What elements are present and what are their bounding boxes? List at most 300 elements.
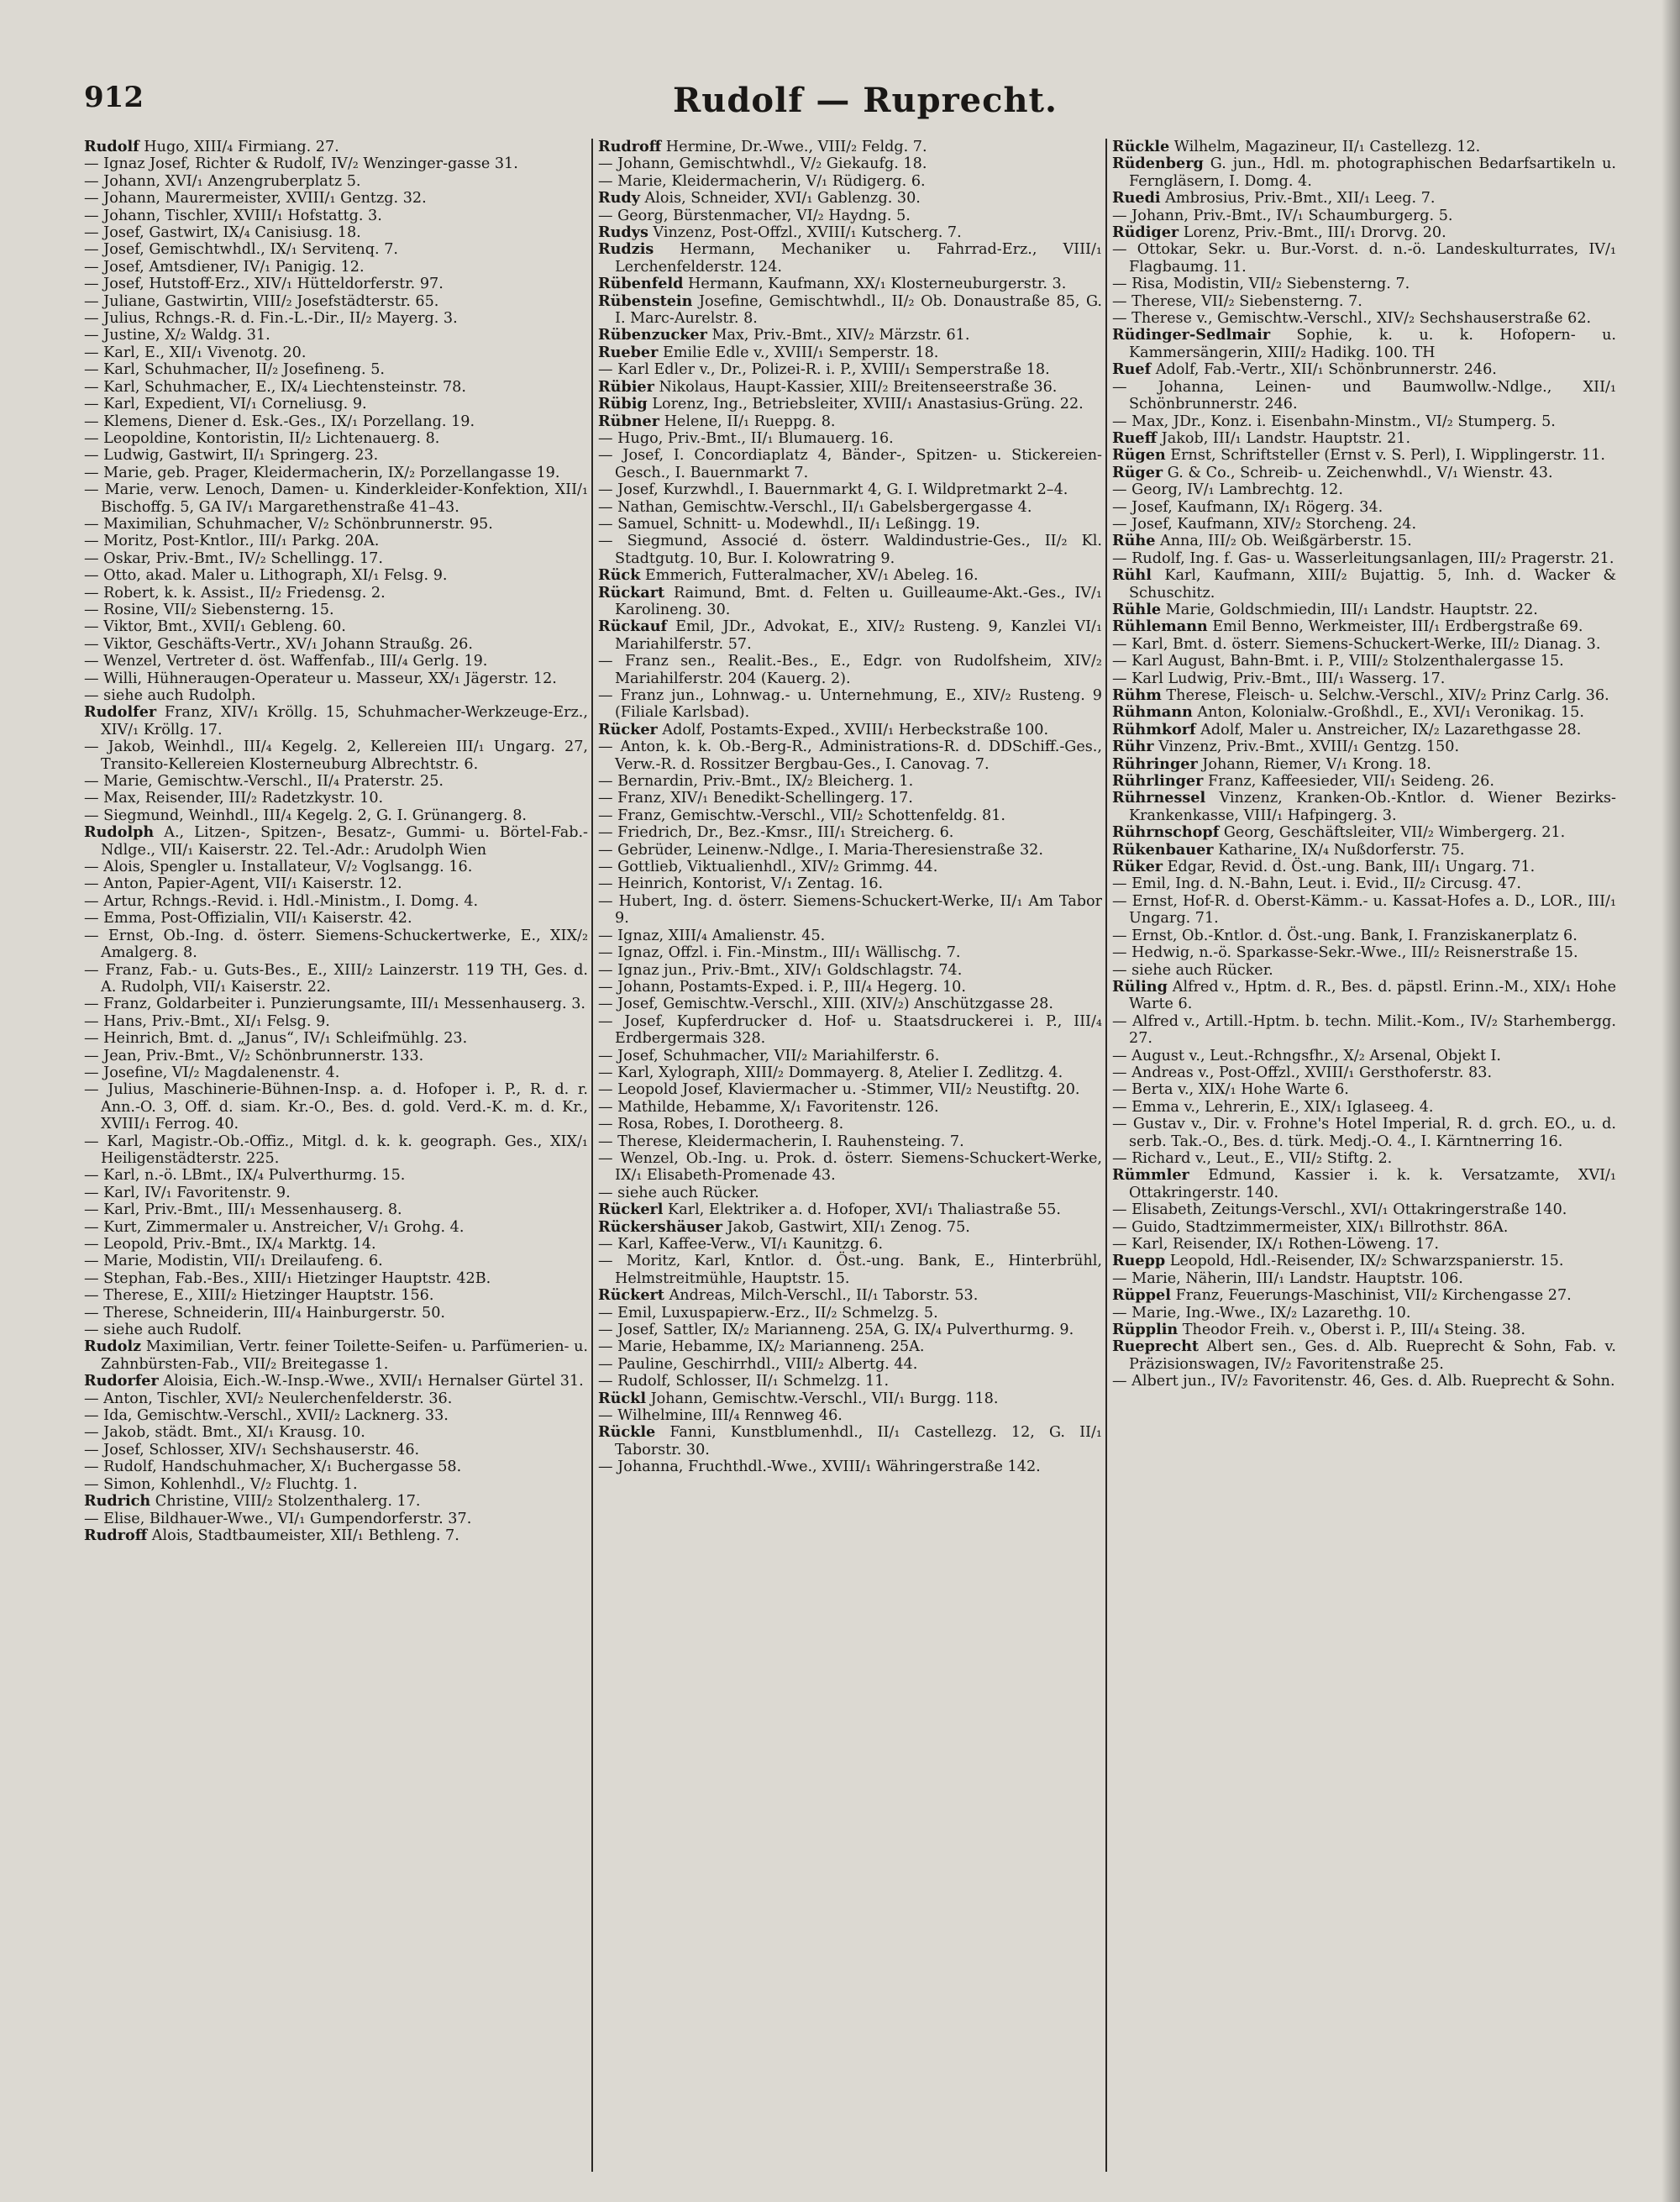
entry-text: — Jean, Priv.-Bmt., V/₂ Schönbrunnerstr. 133. bbox=[84, 1047, 424, 1064]
directory-entry bbox=[84, 1511, 588, 1527]
entry-surname: Rübner bbox=[598, 412, 659, 430]
directory-entry bbox=[598, 585, 1102, 619]
directory-entry bbox=[84, 173, 588, 190]
entry-text: Georg, Geschäftsleiter, VII/₂ Wimbergerg. 21. bbox=[1219, 824, 1566, 842]
entry-text: — Stephan, Fab.-Bes., XIII/₁ Hietzinger Hauptstr. 42B. bbox=[84, 1269, 491, 1287]
directory-entry bbox=[598, 1253, 1102, 1287]
entry-text: — Emma v., Lehrerin, E., XIX/₁ Iglaseeg. 4. bbox=[1112, 1098, 1434, 1116]
entry-surname: Rührnschopf bbox=[1112, 823, 1220, 842]
directory-entry bbox=[1112, 413, 1616, 430]
column-2 bbox=[598, 139, 1102, 2172]
entry-text: Lorenz, Priv.-Bmt., III/₁ Drorvg. 20. bbox=[1179, 224, 1446, 242]
directory-entry bbox=[598, 413, 1102, 430]
directory-entry bbox=[1112, 687, 1616, 704]
entry-text: — Georg, Bürstenmacher, VI/₂ Haydng. 5. bbox=[598, 207, 911, 224]
entry-text: — Ignaz, Offzl. i. Fin.-Minstm., III/₁ Wällischg. 7. bbox=[598, 944, 961, 962]
entry-text: — Josef, Kaufmann, IX/₁ Rögerg. 34. bbox=[1112, 498, 1383, 516]
entry-surname: Rühe bbox=[1112, 532, 1156, 550]
entry-text: Hermann, Mechaniker u. Fahrrad-Erz., VIII/₁ Lerchenfelderstr. 124. bbox=[615, 241, 1102, 276]
directory-entry bbox=[84, 1390, 588, 1407]
entry-text: — Karl, Expedient, VI/₁ Corneliusg. 9. bbox=[84, 396, 367, 413]
entry-text: — siehe auch Rudolph. bbox=[84, 687, 256, 704]
entry-text: Josefine, Gemischtwhdl., II/₂ Ob. Donaustraße 85, G. I. Marc-Aurelstr. 8. bbox=[615, 292, 1102, 328]
entry-text: — Artur, Rchngs.-Revid. i. Hdl.-Ministm., I. Domg. 4. bbox=[84, 892, 479, 910]
entry-text: Jakob, III/₁ Landstr. Hauptstr. 21. bbox=[1157, 429, 1411, 447]
entry-text: — Franz, Fab.- u. Guts-Bes., E., XIII/₂ Lainzerstr. 119 TH, Ges. d. A. Rudolph, VII/₁ Kaiserstr. 22. bbox=[84, 961, 588, 996]
directory-entry bbox=[84, 224, 588, 241]
entry-text: Emilie Edle v., XVIII/₁ Semperstr. 18. bbox=[658, 344, 939, 361]
entry-text: — Josef, I. Concordiaplatz 4, Bänder-, Spitzen- u. Stickereien-Gesch., I. Bauernmarkt 7. bbox=[598, 447, 1102, 481]
entry-text: — Andreas v., Post-Offzl., XVIII/₁ Gersthoferstr. 83. bbox=[1112, 1064, 1493, 1081]
entry-text: Franz, Feuerungs-Maschinist, VII/₂ Kirchengasse 27. bbox=[1170, 1287, 1572, 1305]
directory-entry bbox=[84, 310, 588, 327]
directory-entry bbox=[84, 1030, 588, 1047]
directory-entry bbox=[1112, 310, 1616, 327]
entry-surname: Rueff bbox=[1112, 428, 1158, 447]
directory-entry bbox=[84, 773, 588, 790]
entry-text: — Bernardin, Priv.-Bmt., IX/₂ Bleicherg. 1. bbox=[598, 773, 914, 791]
entry-text: — Rosine, VII/₂ Siebensterng. 15. bbox=[84, 601, 334, 618]
directory-entry bbox=[598, 1458, 1102, 1475]
entry-text: — Gottlieb, Viktualienhdl., XIV/₂ Grimmg. 44. bbox=[598, 859, 938, 876]
directory-entry bbox=[1112, 722, 1616, 738]
directory-entry bbox=[598, 1219, 1102, 1236]
directory-entry bbox=[84, 1305, 588, 1322]
directory-entry bbox=[84, 1133, 588, 1168]
entry-text: — Albert jun., IV/₂ Favoritenstr. 46, Ges. d. Alb. Rueprecht & Sohn. bbox=[1112, 1373, 1615, 1390]
directory-entry bbox=[1112, 824, 1616, 841]
entry-text: Andreas, Milch-Verschl., II/₁ Taborstr. 53. bbox=[664, 1287, 979, 1305]
directory-entry bbox=[84, 910, 588, 927]
entry-surname: Rudolph bbox=[84, 823, 155, 842]
directory-entry bbox=[598, 173, 1102, 190]
directory-entry bbox=[84, 1527, 588, 1544]
directory-entry bbox=[598, 859, 1102, 875]
entry-text: Sophie, k. u. k. Hofopern- u. Kammersängerin, XIII/₂ Hadikg. 100. TH bbox=[1129, 327, 1616, 361]
directory-entry bbox=[598, 1287, 1102, 1304]
entry-text: — Karl, Schuhmacher, E., IX/₄ Liechtensteinstr. 78. bbox=[84, 378, 466, 396]
entry-text: — Josef, Hutstoff-Erz., XIV/₁ Hütteldorferstr. 97. bbox=[84, 276, 444, 293]
entry-text: Helene, II/₁ Rueppg. 8. bbox=[659, 413, 836, 430]
entry-text: — Jakob, Weinhdl., III/₄ Kegelg. 2, Kellereien III/₁ Ungarg. 27, Transito-Kellereien Klosterneuburg Albrechtstr. 6. bbox=[84, 738, 588, 773]
entry-text: — Hugo, Priv.-Bmt., II/₁ Blumauerg. 16. bbox=[598, 429, 894, 447]
entry-text: — Max, Reisender, III/₂ Radetzkystr. 10. bbox=[84, 790, 384, 807]
entry-text: — Josef, Gemischtw.-Verschl., XIII. (XIV/₂) Anschützgasse 28. bbox=[598, 996, 1053, 1013]
directory-entry bbox=[1112, 1270, 1616, 1287]
directory-entry bbox=[1112, 1116, 1616, 1150]
entry-surname: Rückart bbox=[598, 583, 665, 602]
entry-surname: Rühr bbox=[1112, 738, 1154, 756]
column-3 bbox=[1112, 139, 1616, 2172]
entry-text: — Siegmund, Weinhdl., III/₄ Kegelg. 2, G. I. Grünangerg. 8. bbox=[84, 807, 527, 824]
entry-surname: Rudrich bbox=[84, 1492, 151, 1511]
directory-entry bbox=[84, 790, 588, 807]
entry-text: — Simon, Kohlenhdl., V/₂ Fluchtg. 1. bbox=[84, 1475, 358, 1493]
directory-entry bbox=[84, 636, 588, 653]
entry-text: — Therese, Schneiderin, III/₄ Hainburgerstr. 50. bbox=[84, 1304, 445, 1322]
entry-text: Jakob, Gastwirt, XII/₁ Zenog. 75. bbox=[722, 1218, 970, 1236]
directory-entry bbox=[84, 859, 588, 875]
entry-text: Emil Benno, Werkmeister, III/₁ Erdbergstraße 69. bbox=[1207, 618, 1583, 636]
entry-text: — Johann, Maurermeister, XVIII/₁ Gentzg. 32. bbox=[84, 190, 427, 208]
entry-text: — Hans, Priv.-Bmt., XI/₁ Felsg. 9. bbox=[84, 1012, 330, 1030]
entry-surname: Rudy bbox=[598, 189, 640, 208]
entry-text: — Leopold, Priv.-Bmt., IX/₄ Marktg. 14. bbox=[84, 1236, 376, 1253]
directory-entry bbox=[84, 396, 588, 413]
directory-entry bbox=[598, 1390, 1102, 1407]
directory-entry bbox=[598, 618, 1102, 653]
directory-entry bbox=[84, 516, 588, 533]
entry-text: Anton, Kolonialw.-Großhdl., E., XVI/₁ Veronikag. 15. bbox=[1192, 704, 1584, 722]
directory-entry bbox=[84, 602, 588, 618]
directory-entry bbox=[1112, 1338, 1616, 1373]
entry-text: — Anton, Papier-Agent, VII/₁ Kaiserstr. 12. bbox=[84, 875, 402, 893]
directory-entry bbox=[1112, 224, 1616, 241]
entry-text: — Anton, k. k. Ob.-Berg-R., Administrations-R. d. DDSchiff.-Ges., Verw.-R. d. Rossitzer Bergbau-Ges., I. Canovag. 7. bbox=[598, 738, 1102, 773]
directory-entry bbox=[598, 396, 1102, 413]
entry-text: — Richard v., Leut., E., VII/₂ Stiftg. 2. bbox=[1112, 1149, 1393, 1167]
directory-entry bbox=[84, 413, 588, 430]
directory-entry bbox=[1112, 928, 1616, 944]
directory-entry bbox=[598, 824, 1102, 841]
directory-entry bbox=[598, 1081, 1102, 1098]
entry-text: Franz, XIV/₁ Kröllg. 15, Schuhmacher-Werkzeuge-Erz., XIV/₁ Kröllg. 17. bbox=[101, 704, 588, 738]
entry-text: — Leopoldine, Kontoristin, II/₂ Lichtenauerg. 8. bbox=[84, 429, 440, 447]
directory-entry bbox=[84, 893, 588, 910]
directory-entry bbox=[84, 1048, 588, 1064]
entry-text: — Berta v., XIX/₁ Hohe Warte 6. bbox=[1112, 1081, 1349, 1099]
directory-entry bbox=[1112, 430, 1616, 447]
entry-surname: Rübenfeld bbox=[598, 275, 684, 293]
page-header bbox=[84, 81, 1646, 131]
directory-entry bbox=[598, 996, 1102, 1012]
entry-surname: Rückl bbox=[598, 1389, 646, 1407]
entry-text: Marie, Goldschmiedin, III/₁ Landstr. Hauptstr. 22. bbox=[1161, 601, 1538, 618]
directory-entry bbox=[1112, 1373, 1616, 1390]
entry-surname: Rüdenberg bbox=[1112, 155, 1204, 173]
entry-text: — Marie, geb. Prager, Kleidermacherin, IX/₂ Porzellangasse 19. bbox=[84, 464, 560, 481]
entry-text: — Kurt, Zimmermaler u. Anstreicher, V/₁ Grohg. 4. bbox=[84, 1218, 465, 1236]
entry-surname: Rudorfer bbox=[84, 1372, 159, 1390]
entry-text: — Ignaz, XIII/₄ Amalienstr. 45. bbox=[598, 927, 826, 944]
page-edge-shadow bbox=[1662, 0, 1680, 2202]
directory-entry bbox=[1112, 875, 1616, 892]
entry-text: — Hubert, Ing. d. österr. Siemens-Schuckert-Werke, II/₁ Am Tabor 9. bbox=[598, 892, 1102, 928]
directory-entry bbox=[598, 1013, 1102, 1048]
entry-text: — Karl, Reisender, IX/₁ Rothen-Löweng. 17. bbox=[1112, 1236, 1439, 1253]
directory-entry bbox=[1112, 481, 1616, 498]
directory-entry bbox=[84, 550, 588, 567]
entry-text: Nikolaus, Haupt-Kassier, XIII/₂ Breitenseerstraße 36. bbox=[654, 378, 1058, 396]
directory-entry bbox=[598, 1338, 1102, 1355]
directory-entry bbox=[598, 430, 1102, 447]
entry-text: — Mathilde, Hebamme, X/₁ Favoritenstr. 126. bbox=[598, 1098, 939, 1116]
entry-text: Max, Priv.-Bmt., XIV/₂ Märzstr. 61. bbox=[706, 327, 970, 344]
entry-text: — Pauline, Geschirrhdl., VIII/₂ Albertg. 44. bbox=[598, 1355, 918, 1373]
column-divider bbox=[591, 139, 593, 2172]
directory-entry bbox=[84, 1253, 588, 1269]
directory-entry bbox=[1112, 1167, 1616, 1201]
entry-surname: Rübier bbox=[598, 377, 654, 396]
directory-entry bbox=[598, 1048, 1102, 1064]
entry-text: — Wenzel, Vertreter d. öst. Waffenfab., III/₄ Gerlg. 19. bbox=[84, 653, 488, 670]
entry-surname: Rüdiger bbox=[1112, 223, 1179, 242]
directory-entry bbox=[598, 1356, 1102, 1373]
entry-text: — Franz, XIV/₁ Benedikt-Schellingerg. 17. bbox=[598, 790, 913, 807]
entry-text: — Ida, Gemischtw.-Verschl., XVII/₂ Lacknerg. 33. bbox=[84, 1407, 449, 1425]
directory-entry bbox=[598, 773, 1102, 790]
directory-entry bbox=[84, 533, 588, 549]
entry-text: — Viktor, Bmt., XVII/₁ Gebleng. 60. bbox=[84, 618, 346, 636]
entry-text: — Therese, E., XIII/₂ Hietzinger Hauptstr. 156. bbox=[84, 1287, 434, 1305]
entry-text: — Emil, Ing. d. N.-Bahn, Leut. i. Evid., II/₂ Circusg. 47. bbox=[1112, 875, 1521, 893]
column-divider bbox=[1105, 139, 1107, 2172]
directory-entry bbox=[598, 533, 1102, 567]
entry-surname: Rückerl bbox=[598, 1201, 664, 1219]
directory-entry bbox=[598, 1322, 1102, 1338]
directory-entry bbox=[84, 1322, 588, 1338]
directory-entry bbox=[598, 1305, 1102, 1322]
directory-entry bbox=[598, 1185, 1102, 1201]
entry-surname: Rudzis bbox=[598, 240, 654, 259]
entry-text: — Ludwig, Gastwirt, II/₁ Springerg. 23. bbox=[84, 447, 379, 465]
entry-surname: Rückle bbox=[598, 1423, 656, 1442]
entry-surname: Rückle bbox=[1112, 139, 1170, 155]
entry-text: — Karl, Schuhmacher, II/₂ Josefineng. 5. bbox=[84, 361, 385, 379]
entry-surname: Rückauf bbox=[598, 618, 668, 636]
entry-text: Emil, JDr., Advokat, E., XIV/₂ Rusteng. 9, Kanzlei VI/₁ Mariahilferstr. 57. bbox=[615, 618, 1102, 653]
entry-surname: Rügen bbox=[1112, 446, 1166, 465]
directory-entry bbox=[1112, 756, 1616, 773]
entry-text: Christine, VIII/₂ Stolzenthalerg. 17. bbox=[150, 1493, 421, 1511]
directory-entry bbox=[1112, 155, 1616, 190]
directory-entry bbox=[1112, 499, 1616, 516]
entry-surname: Rudroff bbox=[84, 1526, 148, 1544]
entry-text: — Therese, Kleidermacherin, I. Rauhensteing. 7. bbox=[598, 1133, 964, 1150]
entry-text: — Emil, Luxuspapierw.-Erz., II/₂ Schmelzg. 5. bbox=[598, 1304, 938, 1322]
directory-entry bbox=[598, 1133, 1102, 1150]
entry-surname: Ruedi bbox=[1112, 189, 1161, 208]
entry-text: — Franz sen., Realit.-Bes., E., Edgr. von Rudolfsheim, XIV/₂ Mariahilferstr. 204 (Kauerg. 2). bbox=[598, 653, 1102, 687]
directory-entry bbox=[84, 585, 588, 602]
directory-entry bbox=[598, 567, 1102, 584]
entry-text: — siehe auch Rücker. bbox=[1112, 961, 1273, 979]
entry-text: — Rudolf, Schlosser, II/₁ Schmelzg. 11. bbox=[598, 1373, 890, 1390]
entry-surname: Rüppel bbox=[1112, 1286, 1171, 1305]
directory-entry bbox=[1112, 293, 1616, 310]
directory-entry bbox=[1112, 379, 1616, 413]
entry-text: Lorenz, Ing., Betriebsleiter, XVIII/₁ Anastasius-Grüng. 22. bbox=[647, 396, 1084, 413]
directory-entry bbox=[1112, 361, 1616, 378]
entry-text: Alois, Schneider, XVI/₁ Gablenzg. 30. bbox=[639, 190, 921, 208]
entry-text: Hermann, Kaufmann, XX/₁ Klosterneuburgerstr. 3. bbox=[683, 276, 1067, 293]
entry-text: — siehe auch Rücker. bbox=[598, 1184, 759, 1201]
entry-text: — Josef, Schuhmacher, VII/₂ Mariahilferstr. 6. bbox=[598, 1047, 940, 1064]
directory-entry bbox=[1112, 773, 1616, 790]
entry-text: — Marie, Näherin, III/₁ Landstr. Hauptstr. 106. bbox=[1112, 1269, 1463, 1287]
entry-surname: Rüdinger-Sedlmair bbox=[1112, 326, 1271, 344]
entry-text: Katharine, IX/₄ Nußdorferstr. 75. bbox=[1213, 841, 1465, 859]
entry-surname: Rührlinger bbox=[1112, 772, 1204, 791]
entry-text: G. jun., Hdl. m. photographischen Bedarfsartikeln u. Ferngläsern, I. Domg. 4. bbox=[1129, 155, 1616, 190]
directory-entry bbox=[84, 1185, 588, 1201]
directory-entry bbox=[84, 1424, 588, 1441]
entry-text: — Karl, IV/₁ Favoritenstr. 9. bbox=[84, 1184, 291, 1201]
entry-text: — Johann, Gemischtwhdl., V/₂ Giekaufg. 18. bbox=[598, 155, 927, 173]
directory-entry bbox=[598, 208, 1102, 224]
directory-entry bbox=[1112, 1081, 1616, 1098]
directory-entry bbox=[84, 327, 588, 344]
entry-text: — Karl, Bmt. d. österr. Siemens-Schuckert-Werke, III/₂ Dianag. 3. bbox=[1112, 635, 1601, 653]
directory-entry bbox=[84, 190, 588, 207]
entry-text: — Ernst, Ob.-Ing. d. österr. Siemens-Schuckertwerke, E., XIX/₂ Amalgerg. 8. bbox=[84, 927, 588, 962]
entry-text: — Otto, akad. Maler u. Lithograph, XI/₁ Felsg. 9. bbox=[84, 567, 448, 585]
entry-text: — Karl Ludwig, Priv.-Bmt., III/₁ Wasserg. 17. bbox=[1112, 670, 1446, 687]
directory-entry bbox=[1112, 1064, 1616, 1081]
entry-surname: Rühm bbox=[1112, 686, 1162, 704]
entry-text: — August v., Leut.-Rchngsfhr., X/₂ Arsenal, Objekt I. bbox=[1112, 1047, 1502, 1064]
directory-entry bbox=[1112, 533, 1616, 549]
directory-entry bbox=[1112, 1013, 1616, 1048]
entry-text: — Karl, n.-ö. LBmt., IX/₄ Pulverthurmg. 15. bbox=[84, 1167, 406, 1185]
entry-surname: Ruef bbox=[1112, 360, 1152, 379]
page-number: 912 bbox=[84, 81, 144, 114]
directory-entry bbox=[1112, 276, 1616, 292]
directory-entry bbox=[1112, 447, 1616, 464]
directory-entry bbox=[84, 447, 588, 464]
directory-entry bbox=[598, 790, 1102, 807]
directory-entry bbox=[84, 259, 588, 276]
directory-entry bbox=[1112, 241, 1616, 276]
entry-text: — Emma, Post-Offizialin, VII/₁ Kaiserstr. 42. bbox=[84, 910, 412, 928]
directory-entry bbox=[1112, 790, 1616, 824]
entry-surname: Rühmann bbox=[1112, 703, 1193, 722]
entry-text: — Johanna, Leinen- und Baumwollw.-Ndlge., XII/₁ Schönbrunnerstr. 246. bbox=[1112, 378, 1616, 413]
directory-entry bbox=[598, 1201, 1102, 1218]
directory-entry bbox=[1112, 1305, 1616, 1322]
directory-entry bbox=[84, 208, 588, 224]
entry-text: — Johanna, Fruchthdl.-Wwe., XVIII/₁ Währingerstraße 142. bbox=[598, 1458, 1041, 1476]
directory-entry bbox=[1112, 979, 1616, 1013]
directory-entry bbox=[1112, 944, 1616, 961]
entry-surname: Rüker bbox=[1112, 858, 1163, 876]
entry-surname: Rübig bbox=[598, 395, 648, 413]
entry-text: Franz, Kaffeesieder, VII/₁ Seideng. 26. bbox=[1203, 773, 1494, 791]
entry-text: — Willi, Hühneraugen-Operateur u. Masseur, XX/₁ Jägerstr. 12. bbox=[84, 670, 557, 687]
entry-text: Adolf, Postamts-Exped., XVIII/₁ Herbeckstraße 100. bbox=[657, 721, 1049, 738]
directory-entry bbox=[598, 1099, 1102, 1116]
entry-text: — Johann, Tischler, XVIII/₁ Hofstattg. 3. bbox=[84, 207, 382, 224]
entry-surname: Rückert bbox=[598, 1286, 664, 1305]
entry-text: — Karl, Priv.-Bmt., III/₁ Messenhauserg. 8. bbox=[84, 1201, 402, 1219]
entry-text: — Franz, Goldarbeiter i. Punzierungsamte, III/₁ Messenhauserg. 3. bbox=[84, 996, 586, 1013]
entry-text: — Karl, Magistr.-Ob.-Offiz., Mitgl. d. k. k. geograph. Ges., XIX/₁ Heiligenstädterstr. 225. bbox=[84, 1133, 588, 1167]
entry-text: — Rudolf, Ing. f. Gas- u. Wasserleitungsanlagen, III/₂ Pragerstr. 21. bbox=[1112, 549, 1614, 567]
entry-text: — Klemens, Diener d. Esk.-Ges., IX/₁ Porzellang. 19. bbox=[84, 413, 475, 430]
entry-text: Wilhelm, Magazineur, II/₁ Castellezg. 12. bbox=[1169, 139, 1481, 155]
directory-entry bbox=[84, 293, 588, 310]
entry-text: Maximilian, Vertr. feiner Toilette-Seifen- u. Parfümerien- u. Zahnbürsten-Fab., VII/₂ Breitegasse 1. bbox=[101, 1338, 588, 1373]
directory-entry bbox=[1112, 618, 1616, 635]
entry-text: — Josef, Kurzwhdl., I. Bauernmarkt 4, G. I. Wildpretmarkt 2–4. bbox=[598, 481, 1068, 499]
entry-surname: Rudolz bbox=[84, 1337, 142, 1356]
directory-entry bbox=[598, 928, 1102, 944]
entry-surname: Rüpplin bbox=[1112, 1321, 1179, 1339]
directory-entry bbox=[598, 224, 1102, 241]
directory-entry bbox=[598, 276, 1102, 292]
running-title: Rudolf — Ruprecht. bbox=[673, 81, 1058, 120]
entry-text: — Georg, IV/₁ Lambrechtg. 12. bbox=[1112, 481, 1343, 499]
directory-entry bbox=[84, 653, 588, 670]
directory-entry bbox=[84, 361, 588, 378]
entry-text: Alfred v., Hptm. d. R., Bes. d. päpstl. Erinn.-M., XIX/₁ Hohe Warte 6. bbox=[1129, 978, 1616, 1013]
entry-text: Vinzenz, Kranken-Ob.-Kntlor. d. Wiener Bezirks-Krankenkasse, VIII/₁ Hafpingerg. 3. bbox=[1129, 790, 1616, 824]
directory-entry bbox=[84, 1201, 588, 1218]
directory-entry bbox=[1112, 1150, 1616, 1167]
directory-entry bbox=[84, 1013, 588, 1030]
directory-entry bbox=[598, 738, 1102, 773]
directory-entry bbox=[1112, 1287, 1616, 1304]
entry-surname: Rücker bbox=[598, 720, 658, 738]
entry-text: — Johann, Postamts-Exped. i. P., III/₄ Hegerg. 10. bbox=[598, 978, 966, 996]
column-1 bbox=[84, 139, 588, 2172]
directory-entry bbox=[1112, 327, 1616, 361]
directory-entry bbox=[598, 327, 1102, 344]
entry-text: — Max, JDr., Konz. i. Eisenbahn-Minstm., VI/₂ Stumperg. 5. bbox=[1112, 413, 1556, 430]
entry-text: — Julius, Rchngs.-R. d. Fin.-L.-Dir., II/₂ Mayerg. 3. bbox=[84, 310, 458, 328]
directory-entry bbox=[1112, 1253, 1616, 1269]
entry-surname: Rück bbox=[598, 566, 641, 585]
entry-text: — Ernst, Ob.-Kntlor. d. Öst.-ung. Bank, I. Franziskanerplatz 6. bbox=[1112, 927, 1578, 944]
entry-text: — Siegmund, Associé d. österr. Waldindustrie-Ges., II/₂ Kl. Stadtgutg. 10, Bur. I. Kolowratring 9. bbox=[598, 533, 1102, 567]
entry-text: — Samuel, Schnitt- u. Modewhdl., II/₁ Leßingg. 19. bbox=[598, 515, 980, 533]
entry-text: — Josef, Gemischtwhdl., IX/₁ Servitenq. 7. bbox=[84, 241, 398, 259]
directory-entry bbox=[598, 1424, 1102, 1458]
entry-surname: Ruepp bbox=[1112, 1252, 1166, 1270]
entry-text: — Ignaz Josef, Richter & Rudolf, IV/₂ Wenzinger-gasse 31. bbox=[84, 155, 518, 173]
entry-text: — Karl, E., XII/₁ Vivenotg. 20. bbox=[84, 344, 307, 361]
directory-entry bbox=[84, 1493, 588, 1510]
directory-entry bbox=[598, 190, 1102, 207]
entry-surname: Rudroff bbox=[598, 139, 662, 155]
directory-entry bbox=[84, 670, 588, 687]
directory-entry bbox=[598, 687, 1102, 722]
directory-entry bbox=[84, 465, 588, 481]
directory-entry bbox=[84, 824, 588, 859]
directory-entry bbox=[84, 704, 588, 738]
directory-entry bbox=[598, 293, 1102, 328]
entry-surname: Rühlemann bbox=[1112, 618, 1208, 636]
entry-text: — Franz jun., Lohnwag.- u. Unternehmung, E., XIV/₂ Rusteng. 9 (Filiale Karlsbad). bbox=[598, 687, 1102, 722]
entry-text: — Josef, Sattler, IX/₂ Marianneng. 25A, G. IX/₄ Pulverthurmg. 9. bbox=[598, 1322, 1074, 1339]
entry-text: Adolf, Fab.-Vertr., XII/₁ Schönbrunnerstr. 246. bbox=[1151, 361, 1497, 379]
directory-entry bbox=[84, 1373, 588, 1390]
directory-entry bbox=[84, 344, 588, 361]
entry-text: — Karl, Kaffee-Verw., VI/₁ Kaunitzg. 6. bbox=[598, 1236, 884, 1253]
directory-entry bbox=[598, 481, 1102, 498]
entry-text: Albert sen., Ges. d. Alb. Rueprecht & Sohn, Fab. v. Präzisionswagen, IV/₂ Favoritenstraße 25. bbox=[1129, 1338, 1616, 1373]
entry-text: — Elisabeth, Zeitungs-Verschl., XVI/₁ Ottakringerstraße 140. bbox=[1112, 1201, 1567, 1219]
directory-entry bbox=[1112, 893, 1616, 928]
directory-entry bbox=[1112, 653, 1616, 670]
directory-entry bbox=[598, 893, 1102, 928]
directory-entry bbox=[84, 962, 588, 996]
directory-entry bbox=[598, 361, 1102, 378]
directory-entry bbox=[84, 1167, 588, 1184]
directory-entry bbox=[84, 1219, 588, 1236]
directory-entry bbox=[84, 928, 588, 962]
entry-text: Theodor Freih. v., Oberst i. P., III/₄ Steing. 38. bbox=[1178, 1322, 1525, 1339]
